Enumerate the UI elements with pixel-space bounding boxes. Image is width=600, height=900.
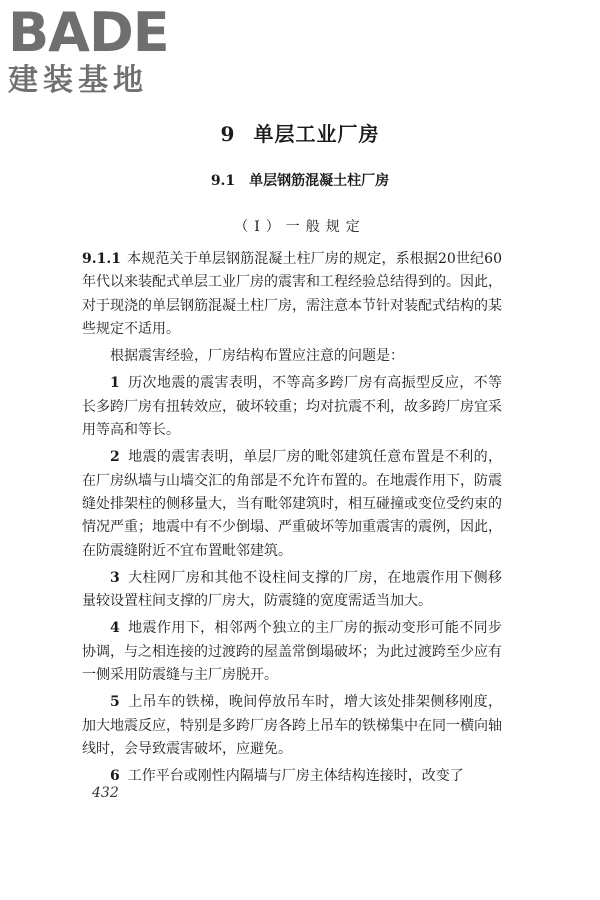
section-title-text: 单层钢筋混凝土柱厂房	[249, 173, 390, 189]
item-text: 历次地震的震害表明，不等高多跨厂房有高振型反应，不等长多跨厂房有扭转效应，破坏较重；均对抗震不利，故多跨厂房宜采用等高和等长。	[82, 375, 502, 439]
section-title	[0, 170, 600, 190]
item-text: 大柱网厂房和其他不设柱间支撑的厂房，在地震作用下侧移量较设置柱间支撑的厂房大，防震缝的宽度需适当加大。	[82, 569, 502, 610]
logo-subtitle: 建装基地	[8, 63, 148, 98]
item-number: 3	[110, 569, 120, 586]
item-text: 地震的震害表明，单层厂房的毗邻建筑任意布置是不利的，在厂房纵墙与山墙交汇的角部是不允许布置的。在地震作用下，防震缝处排架柱的侧移量大，当有毗邻建筑时，相互碰撞或变位受约束的情况严重；地震中有不少倒塌、严重破坏等加重震害的震例，因此，在防震缝附近不宜布置毗邻建筑。	[82, 449, 502, 559]
list-item	[82, 765, 502, 788]
section-number: 9.1	[210, 173, 236, 189]
chapter-title-text: 单层工业厂房	[253, 122, 380, 146]
list-item	[82, 372, 502, 442]
item-number: 6	[110, 768, 120, 785]
list-item	[82, 691, 502, 761]
logo	[8, 1, 178, 98]
item-text: 上吊车的铁梯，晚间停放吊车时，增大该处排架侧移刚度，加大地震反应，特别是多跨厂房各跨上吊车的铁梯集中在同一横向轴线时，会导致震害破坏，应避免。	[82, 694, 502, 757]
subsection-title: （Ⅰ）一般规定	[234, 219, 366, 235]
clause-text: 本规范关于单层钢筋混凝土柱厂房的规定，系根据20世纪60年代以来装配式单层工业厂房的震害和工程经验总结得到的。因此，对于现浇的单层钢筋混凝土柱厂房，需注意本节针对装配式结构的某些规定不适用。	[82, 251, 502, 337]
item-number: 4	[110, 620, 120, 637]
list-item	[82, 567, 502, 614]
chapter-number: 9	[220, 122, 236, 146]
list-item	[82, 617, 502, 687]
chapter-title	[0, 118, 600, 147]
item-text: 工作平台或刚性内隔墙与厂房主体结构连接时，改变了	[127, 768, 464, 785]
clause-paragraph	[82, 248, 502, 341]
item-number: 2	[110, 449, 120, 466]
item-number: 1	[110, 375, 120, 392]
item-text: 地震作用下，相邻两个独立的主厂房的振动变形可能不同步协调，与之相连接的过渡跨的屋盖常倒塌破坏；为此过渡跨至少应有一侧采用防震缝与主厂房脱开。	[82, 620, 502, 684]
clause-number: 9.1.1	[82, 251, 121, 267]
list-item	[82, 446, 502, 562]
clause-intro: 根据震害经验，厂房结构布置应注意的问题是：	[110, 348, 404, 365]
body-text	[82, 248, 502, 793]
page-number: 432	[92, 785, 119, 801]
item-number: 5	[110, 694, 120, 711]
logo-brand: BADE	[8, 1, 169, 64]
